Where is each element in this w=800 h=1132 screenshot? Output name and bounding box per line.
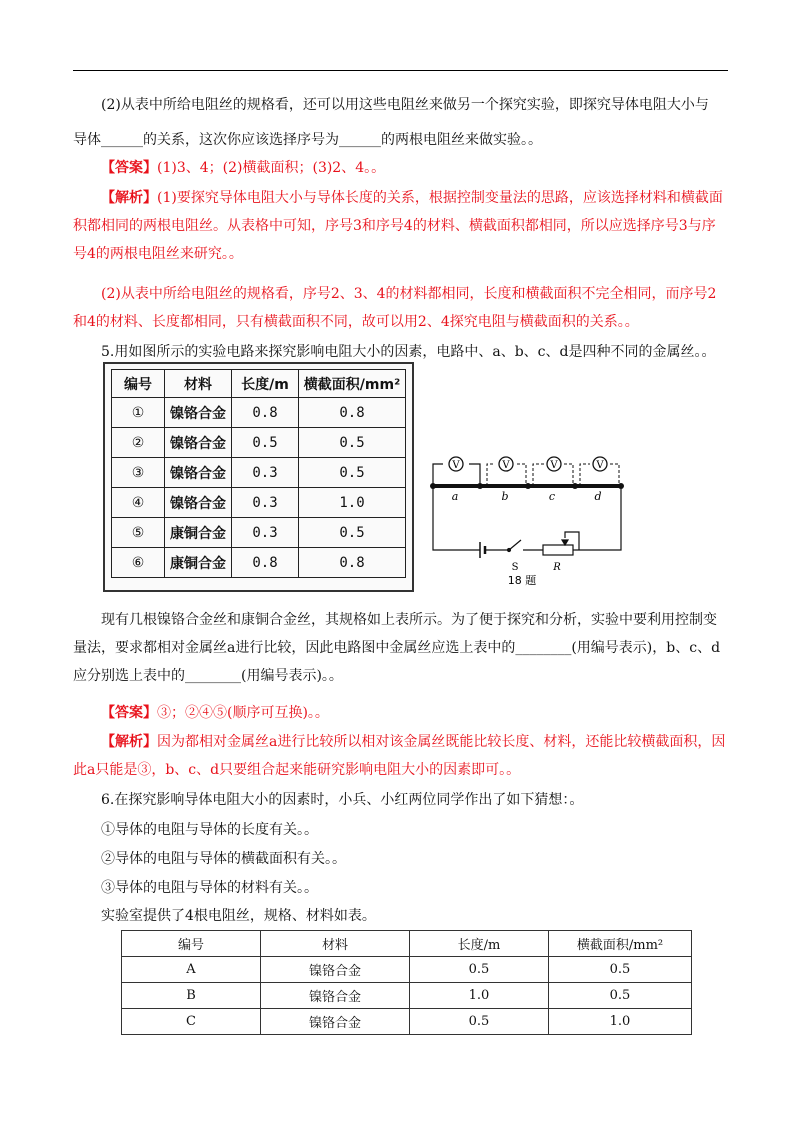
svg-text:V: V: [596, 460, 604, 471]
wire-label-b: b: [501, 490, 509, 503]
q6-guess-3: ③导体的电阻与导体的材料有关。。: [101, 880, 318, 896]
q4-analysis-2: (2)从表中所给电阻丝的规格看，序号2、3、4的材料都相同，长度和横截面积不完全相同，而序号2和4的材料、长度都相同，只有横截面积不同，故可以用2、4探究电阻与横截面积的关系。。: [73, 286, 717, 330]
svg-text:V: V: [502, 460, 510, 471]
cell-length: 0.5: [232, 428, 299, 458]
q6-guess-1: ①导体的电阻与导体的长度有关。。: [101, 822, 318, 838]
svg-text:V: V: [550, 460, 558, 471]
header-cell: 横截面积/mm²: [549, 931, 692, 957]
header-cell: 长度/m: [410, 931, 549, 957]
cell-area: 0.5: [549, 957, 692, 983]
cell-area: 1.0: [549, 1009, 692, 1035]
cell-length: 0.3: [232, 458, 299, 488]
analysis-text: (1)要探究导体电阻大小与导体长度的关系，根据控制变量法的思路，应该选择材料和横截面积都相同的两根电阻丝。从表格中可知，序号3和序号4的材料、横截面积都相同，所以应选择序号3与序号4的两根电阻丝来研究。。: [73, 190, 723, 262]
cell-length: 0.5: [410, 1009, 549, 1035]
switch-icon: [508, 540, 544, 552]
figure-caption: 18 题: [507, 574, 537, 587]
q4-part2-line2: 导体______的关系，这次你应该选择序号为______的两根电阻丝来做实验。。: [73, 132, 542, 148]
q4-part2-line1: (2)从表中所给电阻丝的规格看，还可以用这些电阻丝来做另一个探究实验，即探究导体电阻大小与: [101, 97, 709, 113]
q4-answer: [73, 154, 728, 182]
cell-id: ②: [112, 428, 165, 458]
table-row: [122, 1009, 692, 1035]
answer-tag: 【答案】: [101, 160, 157, 176]
table-row: [112, 488, 406, 518]
cell-area: 1.0: [299, 488, 406, 518]
cell-material: 镍铬合金: [165, 488, 232, 518]
analysis-tag: 【解析】: [101, 190, 157, 206]
wire-label-c: c: [548, 490, 556, 503]
cell-material: 镍铬合金: [261, 957, 410, 983]
table-header-row: [112, 370, 406, 398]
answer-text: ③；②④⑤(顺序可互换)。。: [157, 705, 329, 721]
header-cell: 横截面积/mm²: [299, 370, 406, 398]
q6-intro: 实验室提供了4根电阻丝，规格、材料如表。: [101, 908, 376, 924]
analysis-tag: 【解析】: [101, 734, 157, 750]
table-row: [122, 957, 692, 983]
voltmeter-dashed-icon: [533, 457, 573, 486]
cell-area: 0.8: [299, 398, 406, 428]
table-row: [112, 398, 406, 428]
cell-material: 镍铬合金: [261, 983, 410, 1009]
cell-id: C: [122, 1009, 261, 1035]
table-row: [112, 548, 406, 578]
q5-stem: 5.用如图所示的实验电路来探究影响电阻大小的因素，电路中、a、b、c、d是四种不同的金属丝。。: [101, 344, 716, 360]
voltmeter-icon: [433, 457, 480, 486]
switch-label: S: [511, 562, 519, 573]
voltmeter-dashed-icon: [580, 457, 619, 486]
svg-text:V: V: [452, 460, 460, 471]
cell-id: B: [122, 983, 261, 1009]
cell-length: 0.8: [232, 548, 299, 578]
header-cell: 编号: [112, 370, 165, 398]
cell-area: 0.8: [299, 548, 406, 578]
cell-id: ⑤: [112, 518, 165, 548]
q6-guess-2: ②导体的电阻与导体的横截面积有关。。: [101, 851, 346, 867]
cell-area: 0.5: [549, 983, 692, 1009]
cell-id: ④: [112, 488, 165, 518]
header-cell: 材料: [165, 370, 232, 398]
rheostat-icon: [543, 532, 579, 555]
cell-material: 镍铬合金: [165, 428, 232, 458]
cell-material: 康铜合金: [165, 548, 232, 578]
cell-area: 0.5: [299, 458, 406, 488]
wire-spec-table: [111, 369, 406, 578]
battery-icon: [480, 542, 485, 558]
cell-material: 镍铬合金: [165, 458, 232, 488]
wire-label-a: a: [451, 490, 459, 503]
header-cell: 编号: [122, 931, 261, 957]
header-rule: [73, 70, 728, 71]
table-header-row: [122, 931, 692, 957]
q6-spec-table: [121, 930, 692, 1035]
q4-analysis-1: [73, 184, 728, 268]
header-cell: 长度/m: [232, 370, 299, 398]
cell-material: 镍铬合金: [165, 398, 232, 428]
q5-body: 现有几根镍铬合金丝和康铜合金丝，其规格如上表所示。为了便于探究和分析，实验中要利用控制变量法，要求都相对金属丝a进行比较，因此电路图中金属丝应选上表中的________(用编号表示)，b、c、d应分别选上表中的________(用编号表示)。。: [73, 612, 721, 684]
q5-answer: [73, 699, 728, 727]
cell-material: 康铜合金: [165, 518, 232, 548]
cell-area: 0.5: [299, 518, 406, 548]
cell-material: 镍铬合金: [261, 1009, 410, 1035]
q6-stem: 6.在探究影响导体电阻大小的因素时，小兵、小红两位同学作出了如下猜想：。: [101, 792, 584, 808]
cell-id: ③: [112, 458, 165, 488]
header-cell: 材料: [261, 931, 410, 957]
cell-length: 1.0: [410, 983, 549, 1009]
voltmeter-dashed-icon: [487, 457, 526, 486]
cell-id: A: [122, 957, 261, 983]
cell-area: 0.5: [299, 428, 406, 458]
cell-id: ⑥: [112, 548, 165, 578]
table-row: [112, 458, 406, 488]
cell-length: 0.3: [232, 518, 299, 548]
rheostat-label: R: [553, 562, 561, 573]
wire-label-d: d: [594, 490, 602, 503]
cell-length: 0.5: [410, 957, 549, 983]
answer-tag: 【答案】: [101, 705, 157, 721]
answer-text: (1)3、4；(2)横截面积；(3)2、4。。: [157, 160, 386, 176]
table-row: [122, 983, 692, 1009]
analysis-text: 因为都相对金属丝a进行比较所以相对该金属丝既能比较长度、材料，还能比较横截面积，因此a只能是③，b、c、d只要组合起来能研究影响电阻大小的因素即可。。: [73, 734, 726, 778]
cell-id: ①: [112, 398, 165, 428]
cell-length: 0.3: [232, 488, 299, 518]
table-row: [112, 428, 406, 458]
circuit-diagram: [425, 440, 635, 588]
q5-analysis: [73, 728, 728, 784]
cell-length: 0.8: [232, 398, 299, 428]
table-row: [112, 518, 406, 548]
